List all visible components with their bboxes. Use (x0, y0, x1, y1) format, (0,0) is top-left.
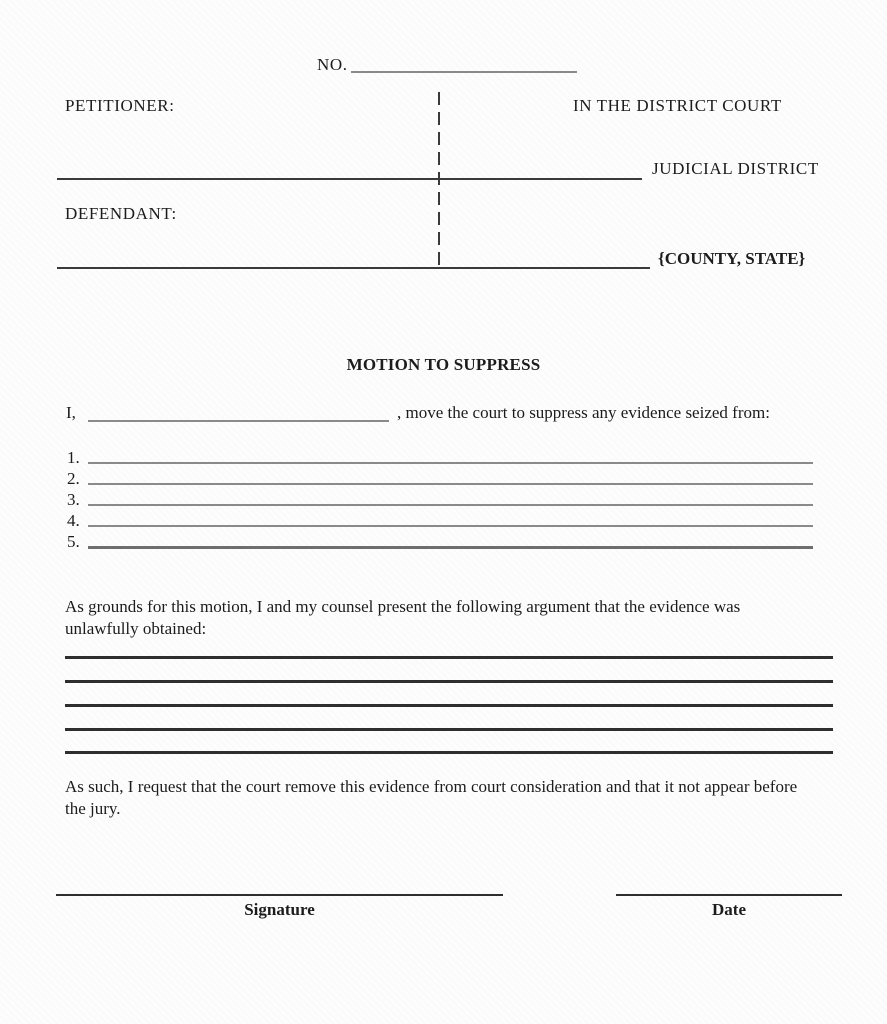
opening-prefix: I, (66, 403, 76, 422)
petitioner-label: PETITIONER: (65, 96, 175, 115)
argument-line-3-field[interactable] (65, 704, 833, 707)
opening-suffix: , move the court to suppress any evidence seized from: (397, 403, 770, 422)
evidence-item-2-field[interactable] (88, 483, 813, 485)
evidence-item-5-field[interactable] (88, 546, 813, 549)
argument-line-1-field[interactable] (65, 656, 833, 659)
defendant-label: DEFENDANT: (65, 204, 177, 223)
case-number-label: NO. (317, 55, 348, 74)
evidence-item-number: 3. (67, 490, 80, 509)
closing-paragraph: As such, I request that the court remove this evidence from court consideration and that it not appear before the jury. (65, 777, 798, 818)
argument-line-2-field[interactable] (65, 680, 833, 683)
evidence-item-4-field[interactable] (88, 525, 813, 527)
evidence-item-1-field[interactable] (88, 462, 813, 464)
date-label: Date (712, 900, 746, 919)
caption-divider (438, 92, 440, 269)
defendant-name-field[interactable] (57, 267, 650, 269)
county-state-label: {COUNTY, STATE} (658, 249, 806, 268)
form-title: MOTION TO SUPPRESS (346, 355, 541, 374)
case-number-field[interactable] (351, 71, 577, 73)
evidence-item-number: 4. (67, 511, 80, 530)
evidence-item-number: 2. (67, 469, 80, 488)
petitioner-name-field[interactable] (57, 178, 642, 180)
evidence-item-number: 1. (67, 448, 80, 467)
signature-label: Signature (244, 900, 315, 919)
argument-line-5-field[interactable] (65, 751, 833, 754)
court-name-label: IN THE DISTRICT COURT (573, 96, 782, 115)
evidence-item-3-field[interactable] (88, 504, 813, 506)
judicial-district-label: JUDICIAL DISTRICT (652, 159, 819, 178)
date-field[interactable] (616, 894, 842, 896)
signature-field[interactable] (56, 894, 503, 896)
evidence-item-number: 5. (67, 532, 80, 551)
movant-name-field[interactable] (88, 420, 389, 422)
grounds-paragraph: As grounds for this motion, I and my counsel present the following argument that the evidence was unlawfully obtained: (65, 597, 741, 638)
argument-line-4-field[interactable] (65, 728, 833, 731)
